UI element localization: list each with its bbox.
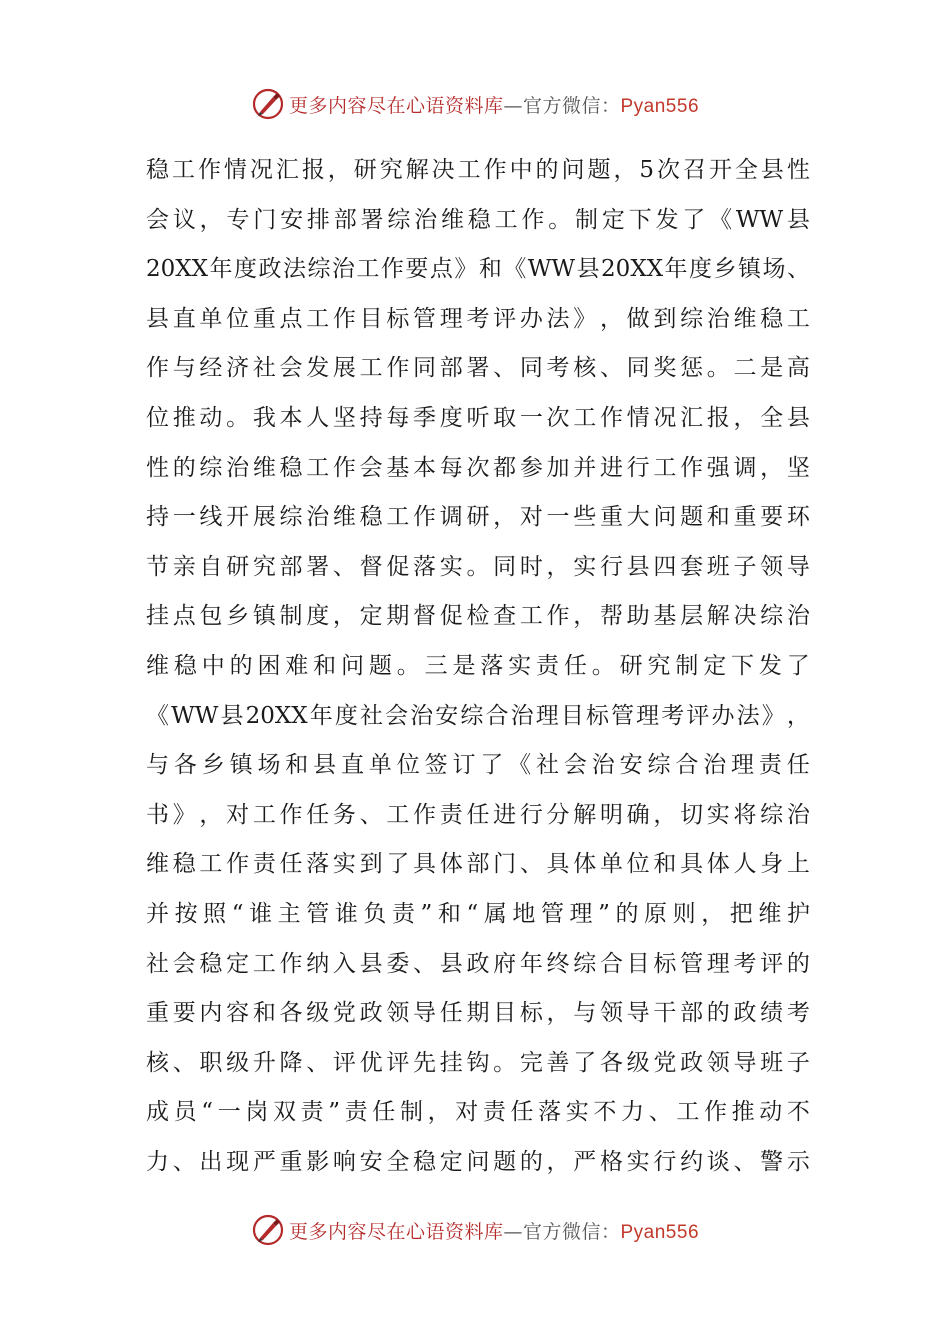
text-line: 稳 工 作 情 况 汇 报 ， 研 究 解 决 工 作 中 的 问 题 ， 5 次 召 开 全 县 性 [146,157,810,183]
document-body [146,146,810,1187]
text-line: 20XX 年 度 政 法 综 治 工 作 要 点 》 和 《 WW 县 20XX 年 度 乡 镇 场 、 [146,256,810,283]
text-line: 社 会 稳 定 工 作 纳 入 县 委 、 县 政 府 年 终 综 合 目 标 管 理 考 评 的 [146,950,810,977]
text-line: 重 要 内 容 和 各 级 党 政 领 导 任 期 目 标 ， 与 领 导 干 部 的 政 绩 考 [146,1000,810,1027]
text-line: 维 稳 工 作 责 任 落 实 到 了 具 体 部 门 、 具 体 单 位 和 具 体 人 身 上 [146,851,810,878]
text-line: 县 直 单 位 重 点 工 作 目 标 管 理 考 评 办 法 》 ， 做 到 综 治 维 稳 工 [146,305,810,332]
text-line: 力 、 出 现 严 重 影 响 安 全 稳 定 问 题 的 ， 严 格 实 行 约 谈 、 警 示 [146,1148,810,1175]
text-line: 持 一 线 开 展 综 治 维 稳 工 作 调 研 ， 对 一 些 重 大 问 题 和 重 要 环 [146,504,810,531]
text-line: 书 》 ， 对 工 作 任 务 、 工 作 责 任 进 行 分 解 明 确 ， 切 实 将 综 治 [146,801,810,828]
text-line: 《 WW 县 20XX 年 度 社 会 治 安 综 合 治 理 目 标 管 理 考 评 办 法 》 ， [146,702,810,729]
text-line: 与 各 乡 镇 场 和 县 直 单 位 签 订 了 《 社 会 治 安 综 合 治 理 责 任 [146,752,810,779]
text-line: 挂 点 包 乡 镇 制 度 ， 定 期 督 促 检 查 工 作 ， 帮 助 基 层 解 决 综 治 [146,603,810,630]
text-line: 位 推 动 。 我 本 人 坚 持 每 季 度 听 取 一 次 工 作 情 况 汇 报 ， 全 县 [146,404,810,431]
text-line: 核 、 职 级 升 降 、 评 优 评 先 挂 钩 。 完 善 了 各 级 党 政 领 导 班 子 [146,1049,810,1076]
text-line: 节 亲 自 研 究 部 署 、 督 促 落 实 。 同 时 ， 实 行 县 四 套 班 子 领 导 [146,553,810,580]
text-line: 成 员 “ 一 岗 双 责 ” 责 任 制 ， 对 责 任 落 实 不 力 、 工 作 推 动 不 [146,1099,810,1126]
text-line: 并 按 照 “ 谁 主 管 谁 负 责 ” 和 “ 属 地 管 理 ” 的 原 则 ， 把 维 护 [146,900,810,927]
text-line: 性 的 综 治 维 稳 工 作 会 基 本 每 次 都 参 加 并 进 行 工 作 强 调 ， 坚 [146,454,810,481]
text-line: 会 议 ， 专 门 安 排 部 署 综 治 维 稳 工 作 。 制 定 下 发 了 《 WW 县 [146,206,810,233]
text-line: 作 与 经 济 社 会 发 展 工 作 同 部 署 、 同 考 核 、 同 奖 惩 。 二 是 高 [146,355,810,382]
footer-watermark-banner [0,1210,950,1250]
text-line: 维 稳 中 的 困 难 和 问 题 。 三 是 落 实 责 任 。 研 究 制 定 下 发 了 [146,652,810,679]
footer-watermark-text: 更多内容尽在心语资料库—官方微信：Pyan556 [288,1220,700,1243]
pen-logo-icon [251,87,285,121]
header-watermark-text: 更多内容尽在心语资料库—官方微信：Pyan556 [288,94,700,117]
pen-logo-icon [251,1213,285,1247]
header-watermark-banner [0,84,950,124]
